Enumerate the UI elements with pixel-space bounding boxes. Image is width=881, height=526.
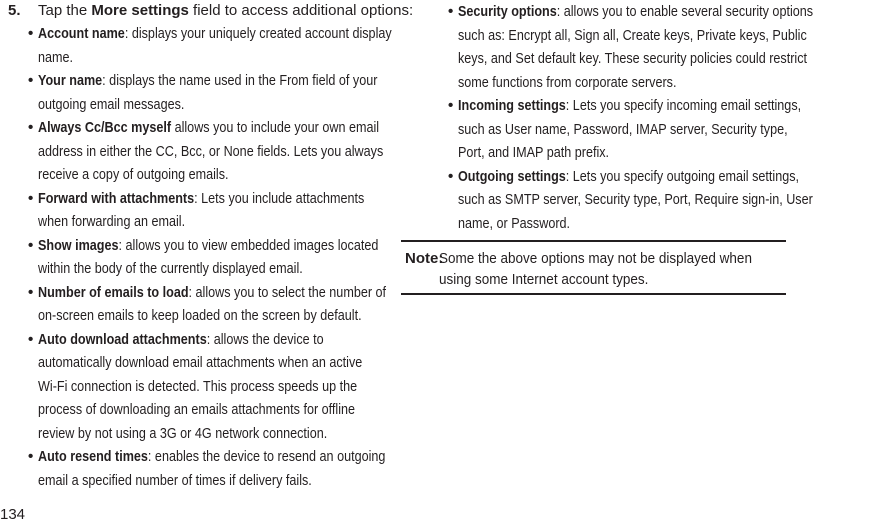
option-description: : Lets you specify outgoing email settings, bbox=[565, 167, 800, 185]
option-description: such as: Encrypt all, Sign all, Create keys, Private keys, Public bbox=[458, 26, 807, 44]
option-line bbox=[458, 188, 813, 212]
option-description: receive a copy of outgoing emails. bbox=[38, 166, 229, 183]
option-line bbox=[38, 46, 379, 70]
left-option-list bbox=[28, 22, 392, 492]
option-term: Forward with attachments bbox=[38, 189, 195, 207]
option-item bbox=[29, 69, 379, 116]
bullet-icon: • bbox=[28, 72, 34, 89]
option-line bbox=[38, 469, 379, 493]
option-line bbox=[38, 445, 386, 469]
option-item bbox=[28, 22, 392, 69]
option-line bbox=[38, 328, 379, 352]
bullet-icon: • bbox=[28, 448, 34, 465]
option-description: within the body of the currently displayed email. bbox=[38, 260, 303, 277]
option-description: process of downloading an emails attachments for offline bbox=[38, 401, 356, 418]
option-item bbox=[29, 328, 379, 446]
option-description: Wi-Fi connection is detected. This process speeds up the bbox=[38, 377, 358, 395]
option-term: Account name bbox=[38, 25, 125, 42]
bullet-icon: • bbox=[448, 3, 454, 20]
option-description: when forwarding an email. bbox=[38, 213, 186, 230]
option-line bbox=[38, 93, 379, 117]
option-description: some functions from corporate servers. bbox=[458, 73, 677, 91]
option-item bbox=[448, 165, 813, 236]
option-line bbox=[38, 304, 379, 328]
option-item bbox=[28, 281, 387, 328]
option-item bbox=[29, 187, 379, 234]
option-line bbox=[458, 0, 814, 24]
option-description: : allows the device to bbox=[206, 330, 324, 348]
note-label: Note: bbox=[405, 250, 444, 267]
option-term: Incoming settings bbox=[458, 97, 566, 114]
option-term: Show images bbox=[38, 236, 119, 254]
option-line bbox=[38, 234, 379, 258]
option-description: review by not using a 3G or 4G network connection. bbox=[38, 424, 328, 442]
option-description: such as SMTP server, Security type, Port, Require sign-in, User bbox=[458, 191, 813, 208]
option-item bbox=[29, 234, 379, 281]
option-description: : allows you to enable several security options bbox=[556, 3, 814, 20]
option-line bbox=[38, 163, 379, 187]
step-5 bbox=[8, 2, 414, 20]
bullet-icon: • bbox=[448, 97, 454, 114]
option-line bbox=[38, 69, 379, 93]
option-description: Port, and IMAP path prefix. bbox=[458, 144, 610, 161]
right-option-list bbox=[448, 0, 814, 235]
option-line bbox=[458, 47, 808, 71]
option-line bbox=[458, 118, 789, 142]
option-term: Number of emails to load bbox=[38, 283, 189, 301]
option-description: automatically download email attachments when an active bbox=[38, 354, 363, 371]
option-item bbox=[448, 94, 802, 165]
option-description: : Lets you include attachments bbox=[194, 189, 365, 207]
option-term: Your name bbox=[38, 72, 103, 89]
option-line bbox=[38, 422, 379, 446]
option-description: address in either the CC, Bcc, or None fields. Lets you always bbox=[38, 142, 384, 160]
bullet-icon: • bbox=[28, 283, 34, 301]
note-line-1: Some the above options may not be displayed when bbox=[439, 250, 752, 267]
option-term: Outgoing settings bbox=[458, 167, 566, 185]
step-term: More settings bbox=[91, 2, 189, 19]
option-line bbox=[458, 212, 789, 236]
option-line bbox=[458, 165, 800, 189]
option-line bbox=[38, 257, 379, 281]
bullet-icon: • bbox=[28, 330, 34, 348]
option-line bbox=[38, 375, 379, 399]
option-description: : allows you to view embedded images located bbox=[118, 236, 379, 254]
bullet-icon: • bbox=[28, 236, 34, 254]
option-line bbox=[458, 71, 789, 95]
option-line bbox=[458, 94, 802, 118]
bullet-icon: • bbox=[28, 119, 34, 136]
page-number: 134 bbox=[0, 506, 26, 523]
option-description: name, or Password. bbox=[458, 214, 571, 232]
option-line bbox=[458, 141, 789, 165]
option-line bbox=[38, 210, 379, 234]
option-description: : displays your uniquely created account display bbox=[124, 25, 392, 42]
option-line bbox=[38, 281, 387, 305]
step-prefix: Tap the bbox=[38, 2, 92, 19]
option-line bbox=[38, 22, 392, 46]
option-description: allows you to include your own email bbox=[171, 119, 380, 136]
option-term: Always Cc/Bcc myself bbox=[38, 119, 172, 136]
note-text bbox=[439, 248, 787, 290]
option-term: Auto resend times bbox=[38, 448, 148, 465]
option-line bbox=[38, 187, 379, 211]
option-description: : allows you to select the number of bbox=[188, 283, 387, 301]
option-line bbox=[38, 398, 379, 422]
option-description: on-screen emails to keep loaded on the screen by default. bbox=[38, 307, 362, 324]
option-item bbox=[28, 445, 386, 492]
option-description: outgoing email messages. bbox=[38, 95, 185, 113]
step-suffix: field to access additional options: bbox=[188, 2, 414, 19]
option-term: Security options bbox=[458, 3, 557, 20]
option-line bbox=[38, 116, 379, 140]
option-description: keys, and Set default key. These security policies could restrict bbox=[458, 50, 808, 67]
option-line bbox=[458, 24, 807, 48]
option-description: email a specified number of times if delivery fails. bbox=[38, 471, 312, 489]
bullet-icon: • bbox=[28, 189, 34, 207]
option-term: Auto download attachments bbox=[38, 330, 207, 348]
step-number: 5. bbox=[8, 2, 21, 19]
option-description: such as User name, Password, IMAP server, Security type, bbox=[458, 120, 788, 138]
bullet-icon: • bbox=[28, 25, 34, 42]
option-item bbox=[448, 0, 814, 94]
option-line bbox=[38, 140, 384, 164]
option-description: : enables the device to resend an outgoing bbox=[147, 448, 386, 465]
option-item bbox=[28, 116, 384, 187]
bullet-icon: • bbox=[448, 167, 454, 185]
note-box bbox=[401, 240, 786, 295]
option-description: name. bbox=[38, 48, 74, 66]
option-line bbox=[38, 351, 379, 375]
option-description: : Lets you specify incoming email settings, bbox=[565, 97, 802, 114]
note-line-2: using some Internet account types. bbox=[439, 271, 649, 288]
option-description: : displays the name used in the From field of your bbox=[102, 72, 378, 89]
